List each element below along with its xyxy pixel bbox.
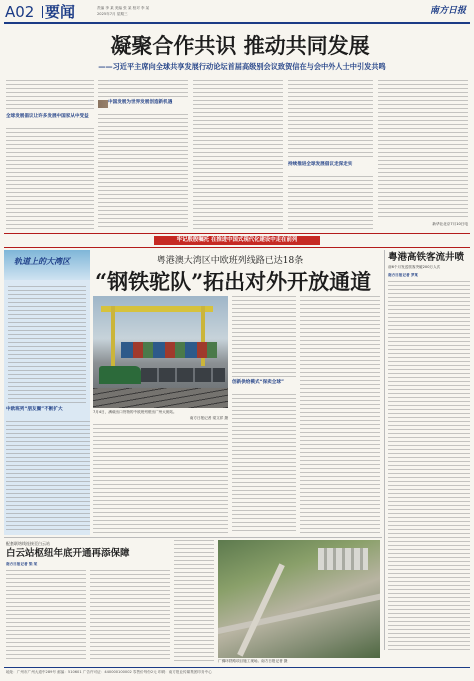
train-photo <box>93 296 228 408</box>
bottom-body-col1 <box>6 570 86 662</box>
right-story-subtitle: 前6个月发送旅客突破200万人次 <box>388 265 441 269</box>
lead-body-col1 <box>6 80 94 112</box>
bottom-body-col2 <box>90 570 170 662</box>
feature-headline: “钢铁驼队”拓出对外开放通道 <box>95 269 372 294</box>
photo-caption: 7月4日，满载出口货物的中欧班列驶出广州大朗站。 <box>93 410 177 414</box>
lead-title: 凝聚合作共识 推动共同发展 <box>110 33 370 58</box>
meta-line-2: 2025年7月 星期三 <box>97 12 128 16</box>
feature-left-body-2 <box>6 421 90 533</box>
bottom-kicker: 配套联络线连接至白云站 <box>6 541 50 546</box>
feature-left-body <box>8 286 86 404</box>
locomotive <box>99 366 141 384</box>
crane-structure <box>101 306 213 312</box>
masthead-rule <box>4 22 470 24</box>
aerial-photo-caption: 广佛环铁路项目施工现场。南方日报记者 摄 <box>218 659 288 663</box>
lead-subtitle: ——习近平主席向全球共享发展行动论坛首届高级别会议致贺信在与会中外人士中引发共鸣 <box>98 62 386 71</box>
masthead <box>0 0 474 24</box>
lead-body-col3 <box>193 80 283 230</box>
meta-line-1: 责编 李 某 美编 张 某 校对 李 某 <box>97 6 150 10</box>
photo-credit: 南方日报记者 梁文祥 摄 <box>189 416 228 420</box>
lead-body-col1b <box>6 128 94 230</box>
aerial-photo <box>218 540 380 658</box>
feature-body-col3 <box>300 296 380 534</box>
right-story-title: 粤港高铁客流井喷 <box>388 252 465 263</box>
section-divider <box>42 6 43 18</box>
containers <box>121 342 217 358</box>
lead-subhead-3: 持续推进全球发展倡议走深走实 <box>288 162 353 167</box>
bottom-body-col3 <box>174 540 214 662</box>
bottom-headline: 白云站枢纽年底开通再添保障 <box>6 548 130 559</box>
road <box>218 590 380 635</box>
feature-body-col2b <box>232 394 296 534</box>
bottom-divider <box>4 537 382 538</box>
lead-body-col2b <box>98 114 188 230</box>
right-story-body <box>388 281 470 650</box>
brand-logo: 南方日报 <box>430 6 467 16</box>
lead-body-col2 <box>98 80 188 98</box>
page-number: A02 <box>5 3 35 21</box>
lead-body-col4 <box>288 80 373 160</box>
lead-subhead-1: 全球发展倡议让许多发展中国家从中受益 <box>6 114 89 119</box>
feature-body-col2a <box>232 296 296 378</box>
section-name: 要闻 <box>45 3 76 21</box>
lead-body-col4b <box>288 176 373 230</box>
banner-label: 牢记殷殷嘱托 在推进中国式现代化建设中走在前列 <box>154 236 320 245</box>
lead-credit: 新华社北京7月10日电 <box>432 222 468 226</box>
train-cars <box>141 368 225 382</box>
crane-leg <box>111 306 115 366</box>
rail-viaduct <box>237 563 285 656</box>
footer-text: 地址：广州市广州大道中289号 邮编：510601 广告许可证：440000100002 零售价每份2元 印刷：南方报业传媒集团印务中心 <box>6 670 212 674</box>
feature-mid-subhead: 创新供给模式“保卖全球” <box>232 380 284 385</box>
feature-body-col1 <box>93 424 228 534</box>
bottom-byline: 南方日报记者 梁 某 <box>6 562 38 566</box>
feature-left-tag: 轨道上的大湾区 <box>14 257 70 266</box>
banner <box>4 233 470 248</box>
feature-kicker: 粤港澳大湾区中欧班列线路已达18条 <box>156 256 304 266</box>
right-story-byline: 南方日报记者 罗某 <box>388 273 419 277</box>
lead-subhead-2: 中国发展为世界发展创造新机遇 <box>108 100 188 112</box>
buildings <box>318 548 368 570</box>
right-column-divider <box>384 250 385 650</box>
footer-rule <box>4 667 470 668</box>
lead-body-col5 <box>378 80 468 220</box>
feature-left-subhead: 中欧班列“朋友圈”不断扩大 <box>6 407 63 412</box>
rail-tracks <box>93 388 228 408</box>
